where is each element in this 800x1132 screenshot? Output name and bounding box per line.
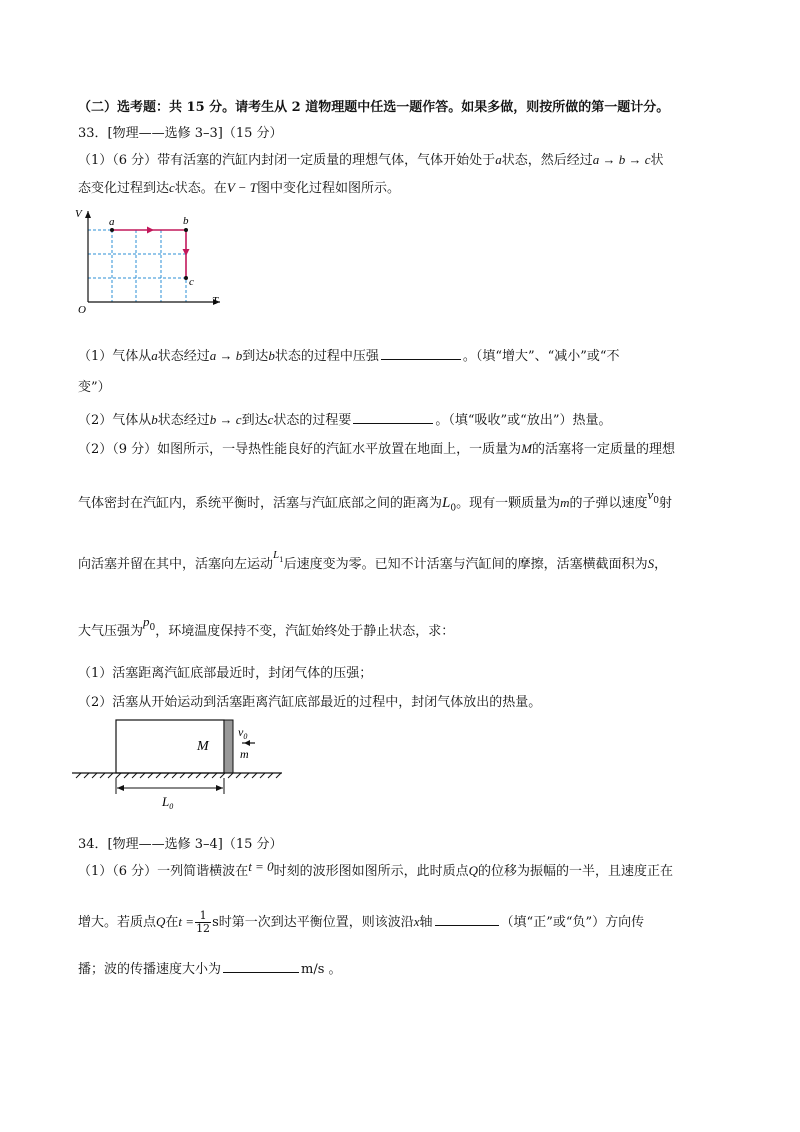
var-Q: Q	[156, 914, 166, 929]
text: 向活塞并留在其中，活塞向左运动	[78, 557, 274, 572]
label-o: O	[78, 304, 86, 316]
label-L0	[161, 794, 173, 811]
L-sub: 0	[169, 802, 174, 811]
sub: 0	[450, 503, 457, 514]
q33-part1-sub1	[78, 345, 620, 364]
label-v0	[238, 725, 247, 741]
arrow-ab	[147, 227, 154, 234]
ground-hatch	[76, 773, 281, 778]
text: 轴	[419, 915, 433, 930]
point-a	[110, 228, 114, 232]
var: b	[151, 412, 158, 427]
q33-part1-sub2	[78, 409, 611, 428]
q33-part1-intro	[78, 149, 664, 168]
text: 。（填“增大”、“减小”或“不	[462, 349, 620, 364]
text: 到达	[242, 349, 269, 364]
var-x: x	[413, 914, 420, 929]
label-b: b	[183, 215, 189, 227]
q33-part1-intro-line2	[78, 177, 400, 196]
answer-blank[interactable]	[435, 924, 499, 926]
text: 的子弹以速度	[569, 496, 648, 511]
text: 播；波的传播速度大小为	[78, 962, 222, 977]
text: （2）气体从	[78, 413, 152, 428]
text: 状态经过	[157, 413, 210, 428]
sub: 0	[149, 622, 156, 633]
text: 的位移为振幅的一半，且速度正在	[477, 864, 673, 879]
q33-part2-sub1: （1）活塞距离汽缸底部最近时，封闭气体的压强；	[78, 666, 373, 681]
answer-blank[interactable]	[381, 358, 461, 360]
arrow-bc	[183, 249, 190, 256]
path-abc: a → b → c	[592, 152, 651, 167]
frac-den: 12	[196, 922, 211, 935]
text: 状态，然后经过	[501, 153, 593, 168]
L: L	[162, 794, 170, 809]
q33-part2-line1	[78, 438, 675, 457]
label-t: T	[212, 295, 219, 307]
var-Q: Q	[468, 863, 478, 878]
var-v0: v	[647, 487, 654, 502]
text: 大气压强为	[78, 624, 144, 639]
text: （1）气体从	[78, 349, 152, 364]
text: 状	[650, 153, 664, 168]
text: 态变化过程到达	[78, 181, 170, 196]
var: a	[151, 348, 158, 363]
var-L1: L	[273, 549, 280, 561]
v-sub: 0	[243, 732, 248, 741]
q34-line1	[78, 860, 673, 879]
grid-lines	[88, 230, 186, 302]
text: 在	[165, 915, 179, 930]
unit-s: s	[212, 915, 219, 930]
text: （填“正”或“负”）方向传	[500, 915, 645, 930]
text: 状态的过程要	[273, 413, 352, 428]
var-m: m	[560, 495, 570, 510]
text: 气体密封在汽缸内，系统平衡时，活塞与汽缸底部之间的距离为	[78, 496, 443, 511]
answer-blank[interactable]	[353, 422, 433, 424]
t-eq: t =	[178, 914, 195, 929]
var-p0: p	[143, 614, 150, 629]
text: 状态经过	[157, 349, 210, 364]
label-c: c	[189, 276, 194, 288]
q34-line3	[78, 958, 342, 977]
text: 增大。若质点	[78, 915, 157, 930]
text: 射	[659, 496, 673, 511]
label-M: M	[197, 739, 209, 754]
q33-part2-sub2: （2）活塞从开始运动到活塞距离汽缸底部最近的过程中，封闭气体放出的热量。	[78, 695, 542, 710]
point-b	[184, 228, 188, 232]
text: （2）（9 分）如图所示，一导热性能良好的汽缸水平放置在地面上，一质量为	[78, 442, 522, 457]
fraction	[195, 910, 211, 935]
var-M: M	[521, 441, 533, 456]
text: 状态。在	[174, 181, 227, 196]
point-c	[184, 276, 188, 280]
label-m: m	[240, 747, 249, 761]
var: b	[268, 348, 275, 363]
q33-title: 33．[物理——选修 3–3]（15 分）	[78, 126, 283, 141]
piston	[224, 720, 233, 773]
sub: 0	[653, 495, 660, 506]
text: 。（填“吸收”或“放出”）热量。	[435, 413, 612, 428]
text: ，环境温度保持不变，汽缸始终处于静止状态，求：	[155, 624, 455, 639]
text: m/s 。	[301, 962, 342, 977]
q33-part2-line3	[78, 549, 668, 574]
vt-graph	[70, 205, 230, 320]
text: 的活塞将一定质量的理想	[532, 442, 676, 457]
q33-part2-line4	[78, 614, 455, 642]
frac-num: 1	[195, 910, 211, 923]
q34-line2	[78, 910, 644, 935]
q33-part2-line2	[78, 487, 673, 514]
path-ab: a → b	[209, 348, 243, 363]
t0: t = 0	[248, 859, 274, 874]
text: 时第一次到达平衡位置，则该波沿	[218, 915, 414, 930]
var-L0: L	[442, 495, 451, 511]
label-a: a	[109, 216, 115, 228]
var: c	[267, 412, 274, 427]
path-bc: b → c	[209, 412, 242, 427]
q34-title: 34．[物理——选修 3–4]（15 分）	[78, 837, 283, 852]
text: ，	[654, 557, 668, 572]
sub: 1	[279, 555, 284, 564]
var-c: c	[169, 180, 175, 195]
text: （1）（6 分）一列简谐横波在	[78, 864, 249, 879]
var-a: a	[495, 152, 502, 167]
var-S: S	[647, 556, 655, 571]
v: v	[238, 725, 244, 739]
text: 。现有一颗质量为	[456, 496, 561, 511]
answer-blank[interactable]	[223, 971, 299, 973]
section-header: （二）选考题：共 15 分。请考生从 2 道物理题中任选一题作答。如果多做，则按所做的第一题计分。	[78, 100, 670, 115]
q33-part1-sub1-cont: 变”）	[78, 380, 111, 395]
label-v: V	[75, 208, 82, 220]
cylinder-figure	[70, 712, 285, 812]
text: 图中变化过程如图所示。	[257, 181, 401, 196]
text: 状态的过程中压强	[274, 349, 379, 364]
text: 后速度变为零。已知不计活塞与汽缸间的摩擦，活塞横截面积为	[283, 557, 648, 572]
text: （1）（6 分）带有活塞的汽缸内封闭一定质量的理想气体，气体开始处于	[78, 153, 496, 168]
text: 时刻的波形图如图所示，此时质点	[273, 864, 469, 879]
vt-label: V − T	[226, 180, 258, 195]
text: 到达	[241, 413, 268, 428]
